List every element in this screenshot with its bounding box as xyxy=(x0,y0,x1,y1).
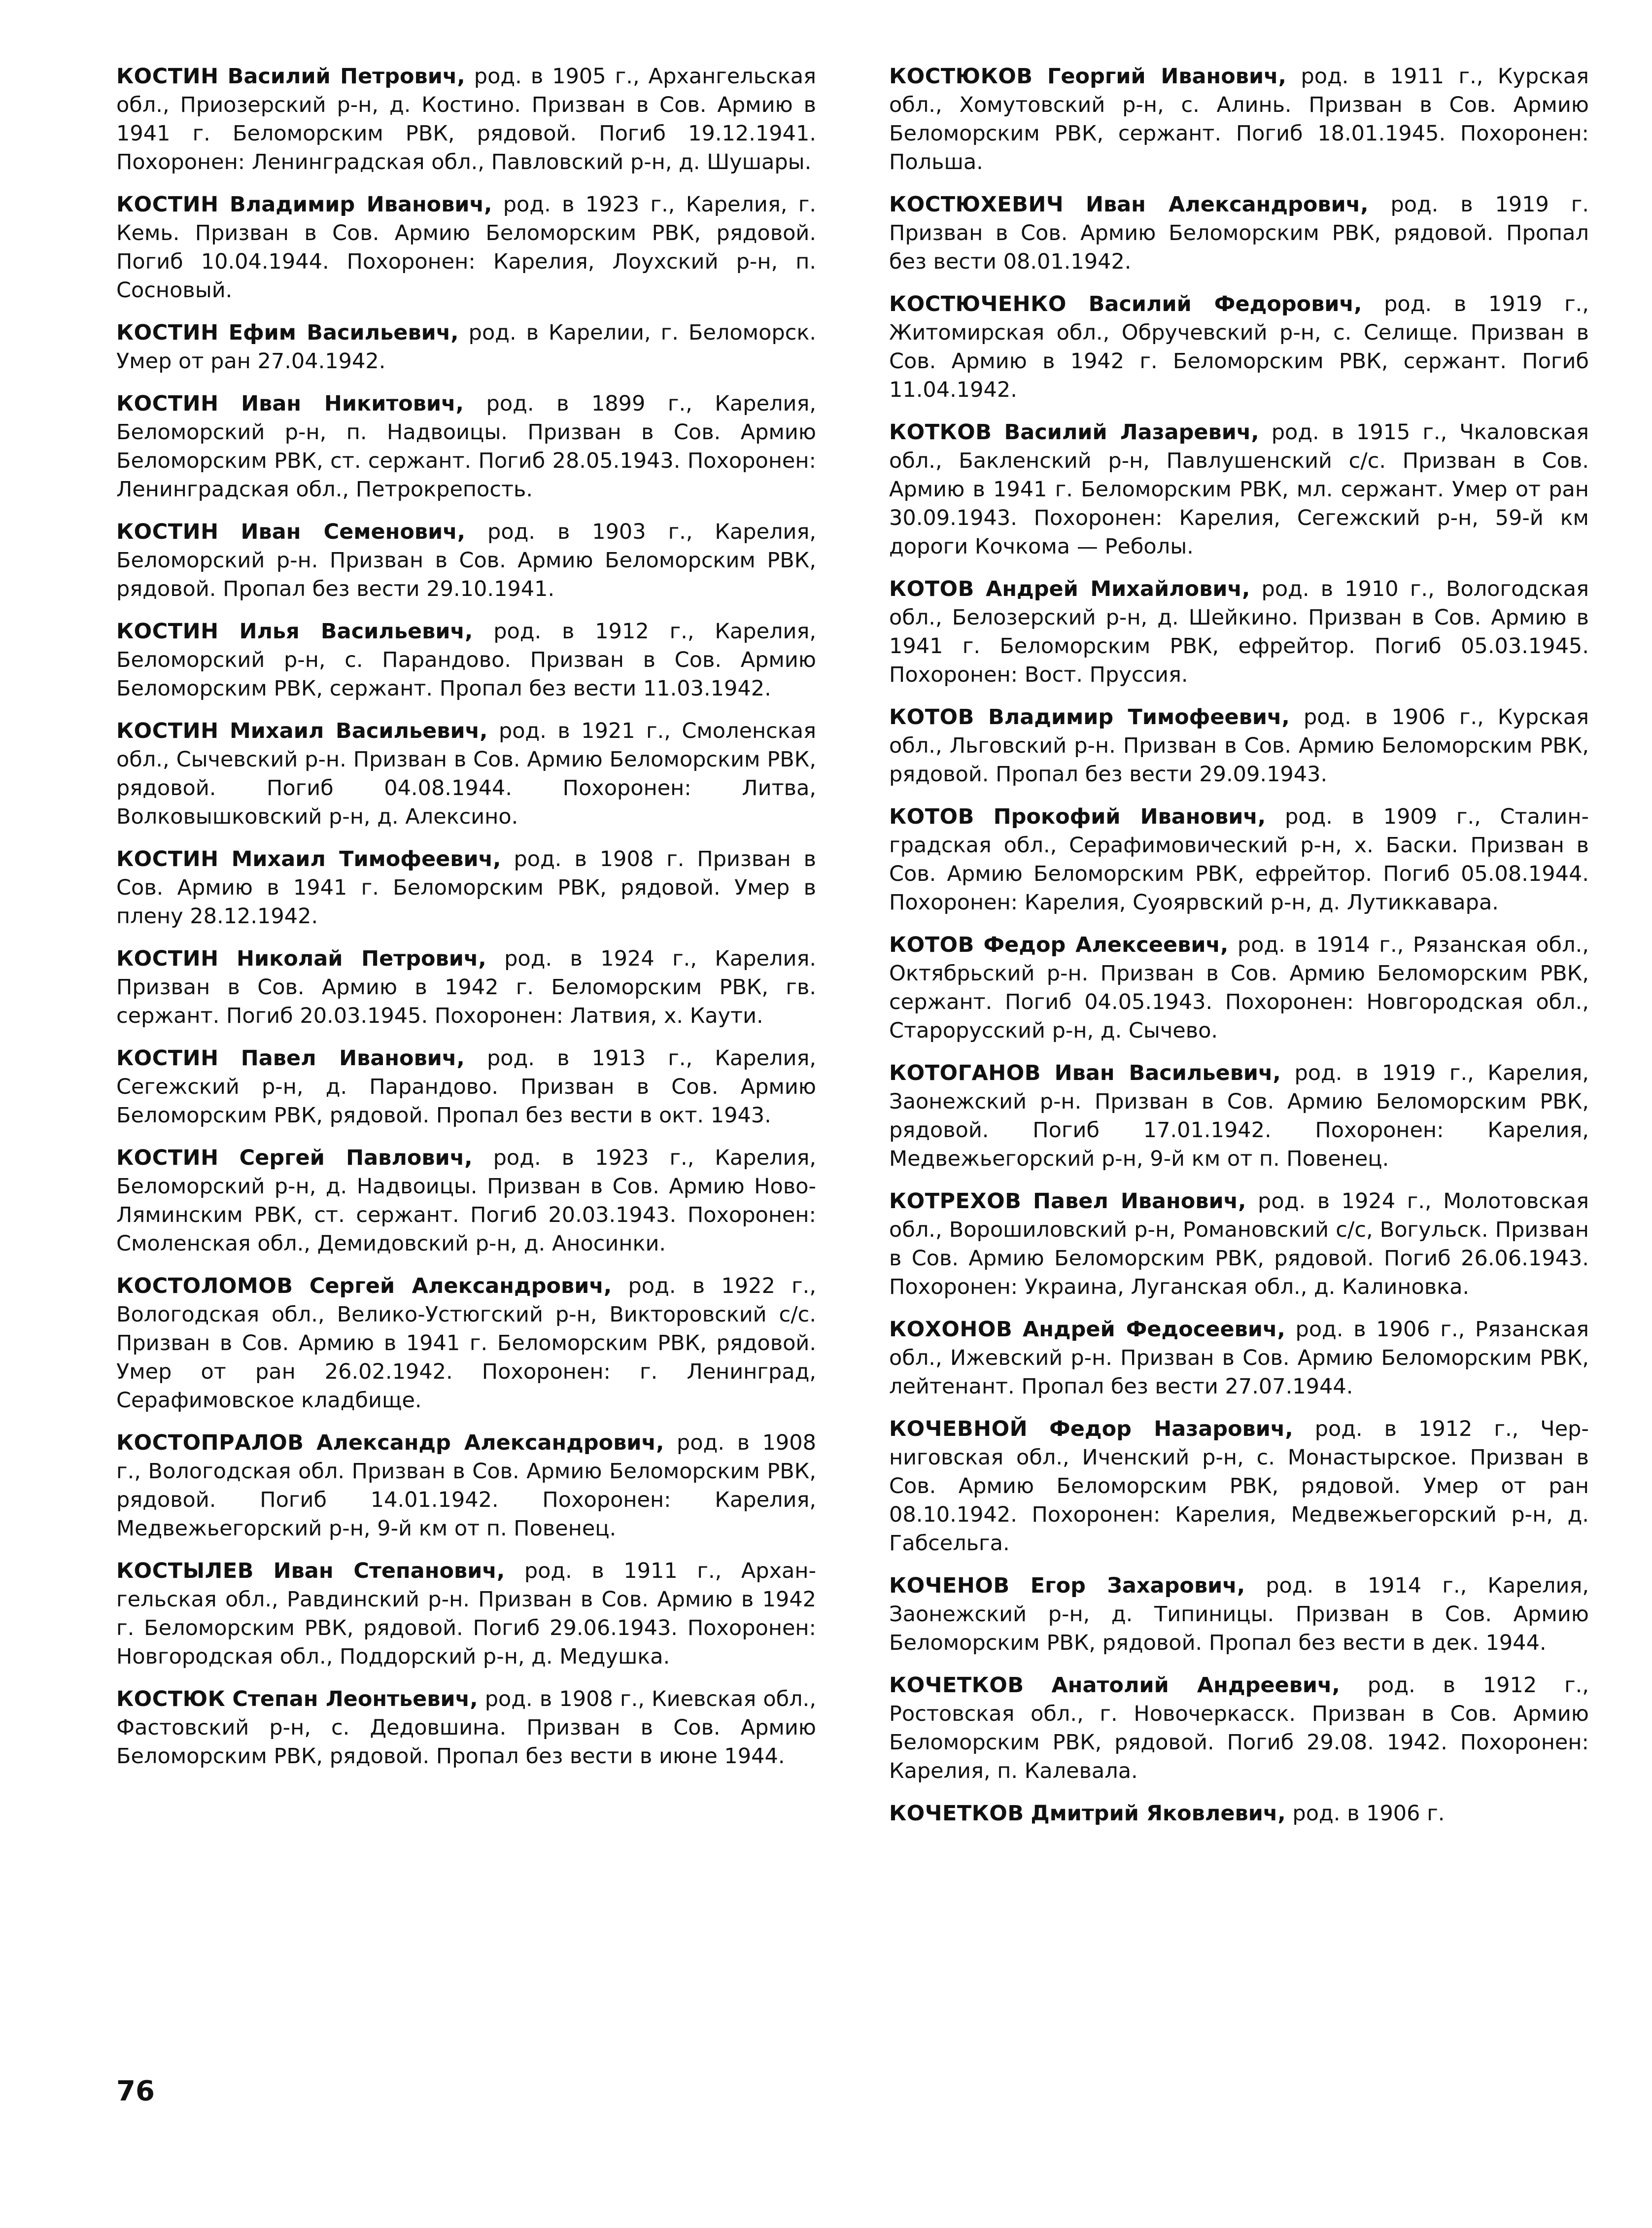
entry xyxy=(116,845,816,931)
entry-given-names: Андрей Михайлович, xyxy=(986,577,1250,601)
entry-details: род. в 1912 г., Ростовская обл., г. Новочеркасск. Призван в Сов. Армию Беломорским РВК, рядовой. Погиб 29.08. 1942. Похоронен: Карелия, п. Калевала. xyxy=(889,1673,1589,1783)
entry-details: род. в 1911 г., Архангельская обл., Равдинский р-н. Призван в Сов. Армию в 1942 г. Беломорским РВК, рядовой. Погиб 29.06.1943. Похоронен: Новгородская обл., Поддорский р-н, д. Медушка. xyxy=(116,1559,817,1669)
entry-details: род. в 1906 г., Курская обл., Льговский р-н. Призван в Сов. Армию Беломорским РВК, рядовой. Пропал без вести 29.09.1943. xyxy=(889,705,1589,787)
left-column xyxy=(116,62,816,1784)
entry-surname: КОТРЕХОВ xyxy=(889,1189,1022,1214)
entry-surname: КОСТИН xyxy=(116,64,219,89)
entry-surname: КОЧЕВНОЙ xyxy=(889,1417,1028,1441)
entry-given-names: Егор Захарович, xyxy=(1030,1573,1245,1598)
entry xyxy=(889,1415,1589,1558)
entry xyxy=(116,518,816,603)
entry-given-names: Владимир Иванович, xyxy=(229,192,492,217)
entry xyxy=(889,418,1589,561)
entry-surname: КОСТЮХЕВИЧ xyxy=(889,192,1064,217)
entry-details: род. в 1919 г. Призван в Сов. Армию Беломорским РВК, рядовой. Пропал без вести 08.01.1942. xyxy=(889,192,1589,274)
entry-surname: КОХОНОВ xyxy=(889,1317,1013,1342)
entry-surname: КОТОГАНОВ xyxy=(889,1061,1041,1085)
entry-details: род. в 1919 г., Житомирская обл., Обручевский р-н, с. Селище. Призван в Сов. Армию в 1942 г. Беломорским РВК, сержант. Погиб 11.04.1942. xyxy=(889,292,1589,402)
entry-given-names: Георгий Иванович, xyxy=(1047,64,1286,89)
entry xyxy=(889,1059,1589,1173)
entry-given-names: Василий Петрович, xyxy=(227,64,465,89)
entry-surname: КОТОВ xyxy=(889,804,974,829)
entry-given-names: Илья Васильевич, xyxy=(239,619,473,644)
entry-surname: КОСТЮЧЕНКО xyxy=(889,292,1067,316)
entry-details: род. в 1914 г., Рязанская обл., Октябрьский р-н. Призван в Сов. Армию Беломорским РВК, сержант. Погиб 04.05.1943. Похоронен: Новгородская обл., Старорусский р-н, д. Сычево. xyxy=(889,933,1589,1043)
entry-given-names: Иван Никитович, xyxy=(241,391,464,416)
entry-surname: КОСТИН xyxy=(116,1046,219,1071)
entry-surname: КОСТЮК xyxy=(116,1687,226,1711)
entry-details: род. в 1913 г., Карелия, Сегежский р-н, д. Парандово. Призван в Сов. Армию Беломорским РВК, рядовой. Пропал без вести в окт. 1943. xyxy=(116,1046,816,1128)
entry-details: род. в 1903 г., Карелия, Беломорский р-н. Призван в Сов. Армию Беломорским РВК, рядовой. Пропал без вести 29.10.1941. xyxy=(116,520,817,601)
entry-surname: КОТОВ xyxy=(889,933,974,957)
entry-given-names: Иван Степанович, xyxy=(273,1559,505,1583)
entry-details: род. в 1923 г., Карелия, Беломорский р-н, д. Надвоицы. Призван в Сов. Армию Ново-Ляминским РВК, ст. сержант. Погиб 20.03.1943. Похоронен: Смоленская обл., Демидовский р-н, д. Аносинки. xyxy=(116,1146,816,1256)
entry-given-names: Павел Иванович, xyxy=(241,1046,465,1071)
entry-details: род. в 1911 г., Курская обл., Хомутовский р-н, с. Алинь. Призван в Сов. Армию Беломорским РВК, сержант. Погиб 18.01.1945. Похоронен: Польша. xyxy=(889,64,1589,174)
entry-surname: КОЧЕТКОВ xyxy=(889,1673,1024,1698)
entry-given-names: Василий Лазаревич, xyxy=(1004,420,1259,445)
entry-details: род. в 1912 г., Черниговская обл., Иченский р-н, с. Монастырское. Призван в Сов. Армию Беломорским РВК, рядовой. Умер от ран 08.10.1942. Похоронен: Карелия, Медвежьегорский р-н, д. Габсельга. xyxy=(889,1417,1589,1556)
entry-given-names: Ефим Васильевич, xyxy=(228,320,459,345)
entry-surname: КОСТИН xyxy=(116,391,219,416)
entry-details: род. в 1909 г., Сталинградская обл., Серафимовический р-н, х. Баски. Призван в Сов. Армию Беломорским РВК, ефрейтор. Погиб 05.08.1944. Похоронен: Карелия, Суоярвский р-н, д. Лутиккавара. xyxy=(889,804,1589,915)
entry-given-names: Владимир Тимофеевич, xyxy=(988,705,1290,730)
entry xyxy=(116,1557,816,1671)
entry xyxy=(889,1187,1589,1301)
entry-surname: КОСТИН xyxy=(116,619,219,644)
entry-given-names: Иван Александрович, xyxy=(1085,192,1369,217)
entry xyxy=(116,1144,816,1258)
entry-given-names: Степан Леонтьевич, xyxy=(232,1687,478,1711)
entry xyxy=(116,617,816,703)
entry-details: род. в 1922 г., Вологодская обл., Велико-Устюгский р-н, Викторовский с/с. Призван в Сов. Армию в 1941 г. Беломорским РВК, рядовой. Умер от ран 26.02.1942. Похоронен: г. Ленинград, Серафимовское кладбище. xyxy=(116,1274,816,1413)
entry-details: род. в 1921 г., Смоленская обл., Сычевский р-н. Призван в Сов. Армию Беломорским РВК, рядовой. Погиб 04.08.1944. Похоронен: Литва, Волковышковский р-н, д. Алексино. xyxy=(116,719,816,829)
entry-given-names: Михаил Тимофеевич, xyxy=(231,847,501,871)
entry-surname: КОСТИН xyxy=(116,719,219,743)
entry-details: род. в 1906 г. xyxy=(1292,1801,1445,1826)
entry xyxy=(116,717,816,831)
entry-details: род. в 1908 г. Призван в Сов. Армию в 1941 г. Беломорским РВК, рядовой. Умер в плену 28.12.1942. xyxy=(116,847,816,929)
entry-details: род. в 1924 г., Карелия. Призван в Сов. Армию в 1942 г. Беломорским РВК, гв. сержант. Погиб 20.03.1945. Похоронен: Латвия, х. Каути. xyxy=(116,946,816,1028)
entry-surname: КОТОВ xyxy=(889,705,974,730)
entry xyxy=(116,1428,816,1543)
entry xyxy=(116,1685,816,1771)
entry-surname: КОСТЮКОВ xyxy=(889,64,1033,89)
entry-surname: КОСТОЛОМОВ xyxy=(116,1274,293,1298)
entry xyxy=(116,62,816,176)
entry-details: род. в 1899 г., Карелия, Беломорский р-н, п. Надвоицы. Призван в Сов. Армию Беломорским РВК, ст. сержант. Погиб 28.05.1943. Похоронен: Ленинградская обл., Петрокрепость. xyxy=(116,391,816,502)
entry-details: род. в 1905 г., Архангельская обл., Приозерский р-н, д. Костино. Призван в Сов. Армию в 1941 г. Беломорским РВК, рядовой. Погиб 19.12.1941. Похоронен: Ленинградская обл., Павловский р-н, д. Шушары. xyxy=(116,64,816,174)
entry xyxy=(116,1272,816,1415)
entry-surname: КОСТЫЛЕВ xyxy=(116,1559,254,1583)
entry xyxy=(889,62,1589,176)
entry xyxy=(116,190,816,305)
entry-details: род. в 1908 г., Киевская обл., Фастовский р-н, с. Дедовшина. Призван в Сов. Армию Беломорским РВК, рядовой. Пропал без вести в июне 1944. xyxy=(116,1687,817,1769)
entry-given-names: Василий Федорович, xyxy=(1088,292,1362,316)
entry-given-names: Сергей Павлович, xyxy=(239,1146,473,1170)
entry-surname: КОСТИН xyxy=(116,946,219,971)
entry xyxy=(116,1044,816,1130)
entry-given-names: Анатолий Андреевич, xyxy=(1051,1673,1340,1698)
entry-surname: КОСТОПРАЛОВ xyxy=(116,1430,304,1455)
entry-details: род. в 1923 г., Карелия, г. Кемь. Призван в Сов. Армию Беломорским РВК, рядовой. Погиб 10.04.1944. Похоронен: Карелия, Лоухский р-н, п. Сосновый. xyxy=(116,192,816,303)
entry xyxy=(889,1571,1589,1657)
entry-given-names: Прокофий Иванович, xyxy=(993,804,1266,829)
entry xyxy=(116,944,816,1030)
entry-surname: КОСТИН xyxy=(116,1146,219,1170)
entry-surname: КОТОВ xyxy=(889,577,974,601)
entry-given-names: Федор Назарович, xyxy=(1049,1417,1293,1441)
entry-details: род. в Карелии, г. Беломорск. Умер от ран 27.04.1942. xyxy=(116,320,816,374)
entry xyxy=(889,1315,1589,1401)
entry xyxy=(116,318,816,376)
entry-details: род. в 1908 г., Вологодская обл. Призван в Сов. Армию Беломорским РВК, рядовой. Погиб 14.01.1942. Похоронен: Карелия, Медвежьегорский р-н, 9-й км от п. Повенец. xyxy=(116,1430,817,1541)
entry-given-names: Павел Иванович, xyxy=(1033,1189,1246,1214)
entry-given-names: Иван Васильевич, xyxy=(1054,1061,1281,1085)
entry-given-names: Андрей Федосеевич, xyxy=(1022,1317,1285,1342)
entry xyxy=(889,931,1589,1045)
entry-given-names: Иван Семенович, xyxy=(241,520,466,544)
entry-surname: КОСТИН xyxy=(116,520,219,544)
entry-details: род. в 1912 г., Карелия, Беломорский р-н, с. Парандово. Призван в Сов. Армию Беломорским РВК, сержант. Пропал без вести 11.03.1942. xyxy=(116,619,816,701)
entry xyxy=(889,1671,1589,1785)
entry xyxy=(889,290,1589,404)
entry-given-names: Дмитрий Яковлевич, xyxy=(1031,1801,1286,1826)
entry-details: род. в 1910 г., Вологодская обл., Белозерский р-н, д. Шейкино. Призван в Сов. Армию в 1941 г. Беломорским РВК, ефрейтор. Погиб 05.03.1945. Похоронен: Вост. Пруссия. xyxy=(889,577,1589,687)
entry xyxy=(889,703,1589,789)
entry-given-names: Михаил Васильевич, xyxy=(230,719,488,743)
entry-given-names: Николай Петрович, xyxy=(236,946,486,971)
entry xyxy=(889,1799,1589,1828)
entry-details: род. в 1914 г., Карелия, Заонежский р-н, д. Типиницы. Призван в Сов. Армию Беломорским РВК, рядовой. Пропал без вести в дек. 1944. xyxy=(889,1573,1589,1655)
right-column xyxy=(889,62,1589,1842)
entry xyxy=(889,190,1589,276)
entry-surname: КОСТИН xyxy=(116,847,219,871)
entry-surname: КОСТИН xyxy=(116,320,219,345)
entry-surname: КОЧЕНОВ xyxy=(889,1573,1010,1598)
entry-surname: КОСТИН xyxy=(116,192,219,217)
entry-given-names: Сергей Александрович, xyxy=(309,1274,612,1298)
entry xyxy=(889,802,1589,917)
entry-details: род. в 1919 г., Карелия, Заонежский р-н. Призван в Сов. Армию Беломорским РВК, рядовой. Погиб 17.01.1942. Похоронен: Карелия, Медвежьегорский р-н, 9-й км от п. Повенец. xyxy=(889,1061,1589,1171)
entry-details: род. в 1906 г., Рязанская обл., Ижевский р-н. Призван в Сов. Армию Беломорским РВК, лейтенант. Пропал без вести 27.07.1944. xyxy=(889,1317,1589,1399)
entry-surname: КОТКОВ xyxy=(889,420,992,445)
entry-given-names: Александр Александрович, xyxy=(316,1430,664,1455)
page-number: 76 xyxy=(116,2075,155,2107)
entry-surname: КОЧЕТКОВ xyxy=(889,1801,1024,1826)
entry-details: род. в 1915 г., Чкаловская обл., Бакленский р-н, Павлушенский с/с. Призван в Сов. Армию в 1941 г. Беломорским РВК, мл. сержант. Умер от ран 30.09.1943. Похоронен: Карелия, Сегежский р-н, 59-й км дороги Кочкома — Реболы. xyxy=(889,420,1589,559)
entry xyxy=(116,389,816,504)
entry-given-names: Федор Алексеевич, xyxy=(983,933,1229,957)
entry-details: род. в 1924 г., Молотовская обл., Ворошиловский р-н, Романовский с/с, Вогульск. Призван в Сов. Армию Беломорским РВК, рядовой. Погиб 26.06.1943. Похоронен: Украина, Луганская обл., д. Калиновка. xyxy=(889,1189,1589,1299)
entry xyxy=(889,575,1589,689)
